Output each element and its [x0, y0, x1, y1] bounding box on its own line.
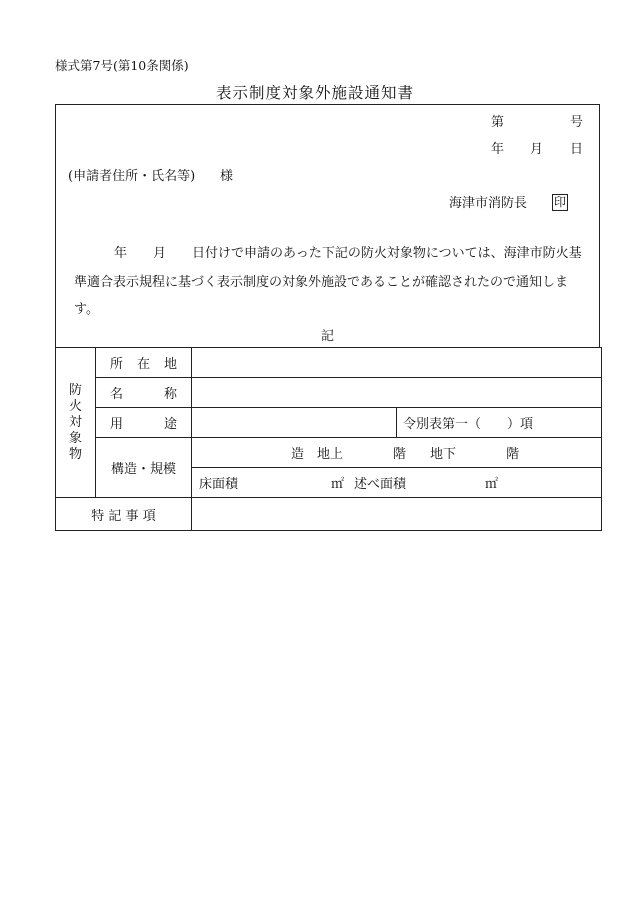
fire-target-table [55, 347, 602, 531]
body-text-line-3: す。 [74, 302, 99, 317]
total-area-label: 述べ面積 [354, 477, 407, 492]
location-label: 所 在 地 [96, 348, 192, 378]
area-field[interactable]: 床面積 ㎡ 述べ面積 ㎡ [192, 468, 602, 498]
document-title: 表示制度対象外施設通知書 [215, 84, 414, 102]
fire-target-group-label: 防 火 対 象 物 [56, 348, 96, 498]
date-day: 日 [570, 142, 584, 157]
body-text-line-2: 準適合表示規程に基づく表示制度の対象外施設であることが確認されたので通知しま [74, 275, 569, 290]
date-month: 月 [530, 142, 544, 157]
ki-label: 記 [321, 329, 335, 344]
honorific: 様 [220, 169, 234, 184]
special-notes-field[interactable] [192, 498, 602, 531]
structure-scale-label: 構造・規模 [96, 438, 192, 498]
use-field[interactable] [192, 408, 397, 438]
number-suffix: 号 [570, 115, 584, 130]
date-year: 年 [491, 142, 505, 157]
appendix-classification[interactable]: 令別表第一（ ）項 [397, 408, 602, 438]
form-number-label: 様式第7号(第10条関係) [55, 58, 189, 73]
addressee-label: (申請者住所・氏名等) [68, 169, 196, 184]
name-field[interactable] [192, 378, 602, 408]
notice-section [55, 104, 600, 347]
location-field[interactable] [192, 348, 602, 378]
seal-mark: 印 [554, 195, 567, 209]
structure-floors-field[interactable]: 造 地上 階 地下 階 [192, 438, 602, 468]
number-prefix: 第 [491, 115, 505, 130]
use-label: 用 途 [96, 408, 192, 438]
issuer-name: 海津市消防長 [449, 196, 528, 211]
special-notes-label: 特 記 事 項 [56, 498, 192, 531]
body-text-line-1: 年 月 日付けで申請のあった下記の防火対象物については、海津市防火基 [114, 246, 582, 261]
floor-area-label: 床面積 [199, 477, 239, 492]
name-label: 名 称 [96, 378, 192, 408]
